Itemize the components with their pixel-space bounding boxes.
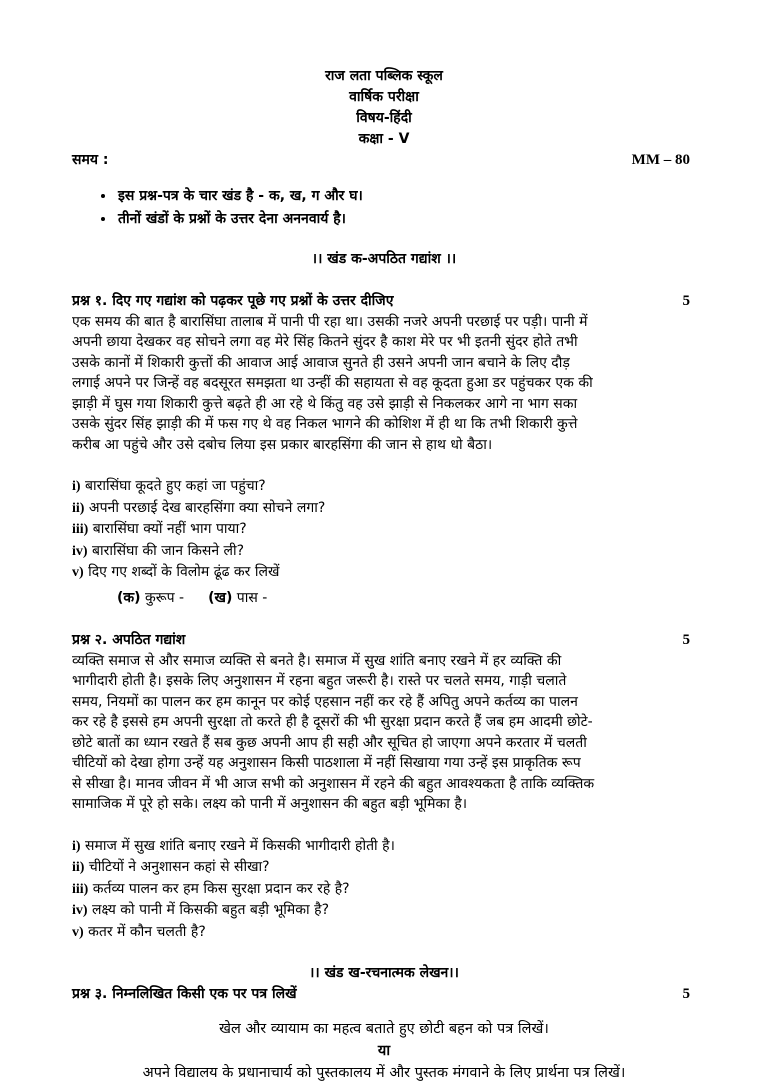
instructions-list: [72, 185, 696, 231]
q2-title-row: [72, 630, 696, 651]
option-b-label: (ख): [208, 589, 233, 606]
passage-line: कर रहे है इससे हम अपनी सुरक्षा तो करते ही है दूसरों की भी सुरक्षा प्रदान करते हैं जब हम आदमी छोटे-: [72, 714, 593, 730]
question-line: [72, 857, 696, 879]
question-number: iv): [72, 543, 88, 559]
passage-line: छोटे बातों का ध्यान रखते हैं सब कुछ अपनी आप ही सही और सूचित हो जाएगा अपने करतार में चलती: [72, 734, 587, 751]
max-marks: MM – 80: [631, 152, 690, 168]
passage-line: भागीदारी होती है। इसके लिए अनुशासन में रहना बहुत जरूरी है। रास्ते पर चलते समय, गाड़ी चलाते: [72, 673, 567, 689]
passage-line: झाड़ी में घुस गया शिकारी कुत्ते बढ़ते ही आ रहे थे किंतु वह उसे झाड़ी से निकलकर आगे ना भाग सका: [72, 395, 578, 412]
q1-title: प्रश्न १. दिए गए गद्यांश को पढ़कर पूछे गए प्रश्नों के उत्तर दीजिए: [72, 293, 394, 309]
instruction-item: • तीनों खंडों के प्रश्नों के उत्तर देना अननवार्य है।: [116, 208, 696, 231]
time-label: समय :: [72, 152, 109, 168]
question-text: अपनी परछाई देख बारहसिंगा क्या सोचने लगा?: [84, 499, 326, 516]
q1-title-row: [72, 291, 696, 312]
question-line: [72, 836, 696, 858]
question-number: i): [72, 479, 81, 494]
question-line: [72, 922, 696, 944]
question-text: दिए गए शब्दों के विलोम ढूंढ कर लिखें: [83, 564, 280, 580]
question-line: [72, 900, 696, 922]
question-text: बारासिंघा कूदते हुए कहां जा पहुंचा?: [80, 478, 266, 494]
option-b-text: पास -: [232, 589, 268, 606]
paper-header: [72, 0, 696, 150]
question-number: ii): [72, 860, 85, 875]
question-line: [72, 519, 696, 541]
letter-option-1: खेल और व्यायाम का महत्व बताते हुए छोटी बहन को पत्र लिखें।: [219, 1021, 549, 1037]
question-number: v): [72, 565, 84, 580]
question-line: [72, 476, 696, 498]
or-label: या: [377, 1043, 391, 1059]
q1-marks: 5: [682, 293, 690, 309]
time-marks-row: [72, 150, 696, 171]
passage-line: उसके कानों में शिकारी कुत्तों की आवाज आई आवाज सुनते ही उसने अपनी जान बचाने के लिए दौड़: [72, 354, 570, 371]
question-text: कतर में कौन चलती है?: [83, 923, 206, 940]
school-name: राज लता पब्लिक स्कूल: [325, 68, 443, 84]
section-a-title: ।। खंड क-अपठित गद्यांश ।।: [311, 250, 457, 267]
option-a-label: (क): [117, 589, 141, 606]
class-label: कक्षा - V: [358, 131, 410, 147]
question-line: [72, 498, 696, 520]
question-number: ii): [72, 500, 85, 516]
q2-passage: [72, 651, 696, 815]
question-text: समाज में सुख शांति बनाए रखने में किसकी भागीदारी होती है।: [80, 837, 395, 854]
question-text: चीटियों ने अनुशासन कहां से सीखा?: [84, 859, 270, 875]
exam-name: वार्षिक परीक्षा: [349, 89, 419, 105]
passage-line: व्यक्ति समाज से और समाज व्यक्ति से बनते है। समाज में सुख शांति बनाए रखने में हर व्यक्ति की: [72, 652, 562, 669]
question-line: [72, 562, 696, 584]
letter-options: [72, 1018, 696, 1084]
passage-line: उसके सुंदर सिंह झाड़ी की में फस गए थे वह निकल भागने की कोशिश में ही था कि तभी शिकारी कुत्ते: [72, 416, 578, 432]
question-number: i): [72, 838, 81, 854]
question-line: [72, 541, 696, 563]
question-number: v): [72, 924, 84, 940]
passage-line: चीटियों को देखा होगा उन्हें यह अनुशासन किसी पाठशाला में नहीं सिखाया गया उन्हें इस प्राकृतिक रूप: [72, 755, 581, 771]
subject: विषय-हिंदी: [356, 110, 412, 126]
q1-passage: [72, 312, 696, 456]
option-a-text: कुरूप -: [140, 589, 185, 606]
passage-line: एक समय की बात है बारासिंघा तालाब में पानी पी रहा था। उसकी नजरे अपनी परछाई पर पड़ी। पानी में: [72, 313, 588, 330]
passage-line: से सीखा है। मानव जीवन में भी आज सभी को अनुशासन में रहने की बहुत आवश्यकता है ताकि व्यक्तिक: [72, 775, 595, 792]
q1-questions: [72, 476, 696, 608]
passage-line: सामाजिक में पूरे हो सके। लक्ष्य को पानी में अनुशासन की बहुत बड़ी भूमिका है।: [72, 796, 468, 812]
passage-line: करीब आ पहुंचे और उसे दबोच लिया इस प्रकार बारहसिंगा की जान से हाथ धो बैठा।: [72, 436, 493, 453]
q3-title: प्रश्न ३. निम्नलिखित किसी एक पर पत्र लिखें: [72, 985, 297, 1002]
q2-questions: [72, 836, 696, 944]
passage-line: अपनी छाया देखकर वह सोचने लगा वह मेरे सिंह कितने सुंदर है काश मेरे पर भी इतनी सुंदर होते तभी: [72, 334, 578, 350]
question-number: iii): [72, 522, 89, 537]
passage-line: समय, नियमों का पालन कर हम कानून पर कोई एहसान नहीं कर रहे हैं अपितु अपने कर्तव्य का पालन: [72, 693, 578, 710]
passage-line: लगाई अपने पर जिन्हें वह बदसूरत समझता था उन्हीं की सहायता से वह कूदता हुआ डर पहुंचकर एक की: [72, 375, 593, 391]
q3-title-row: [72, 984, 696, 1005]
question-text: लक्ष्य को पानी में किसकी बहुत बड़ी भूमिका है?: [87, 902, 330, 918]
instruction-item: • इस प्रश्न-पत्र के चार खंड है - क, ख, ग और घ।: [116, 185, 696, 208]
question-line: [72, 879, 696, 901]
letter-option-2: अपने विद्यालय के प्रधानाचार्य को पुस्तकालय में और पुस्तक मंगवाने के लिए प्रार्थना पत्र लिखें।: [142, 1065, 626, 1081]
question-text: बारासिंघा की जान किसने ली?: [87, 542, 245, 559]
question-text: बारासिंघा क्यों नहीं भाग पाया?: [88, 521, 247, 537]
question-number: iv): [72, 903, 88, 918]
q2-marks: 5: [682, 632, 690, 648]
antonym-options: [72, 588, 696, 609]
question-number: iii): [72, 881, 89, 897]
section-b-title: ।। खंड ख-रचनात्मक लेखन।।: [309, 965, 459, 981]
q3-marks: 5: [682, 985, 690, 1002]
q2-title: प्रश्न २. अपठित गद्यांश: [72, 632, 186, 648]
question-text: कर्तव्य पालन कर हम किस सुरक्षा प्रदान कर रहे है?: [88, 880, 350, 897]
